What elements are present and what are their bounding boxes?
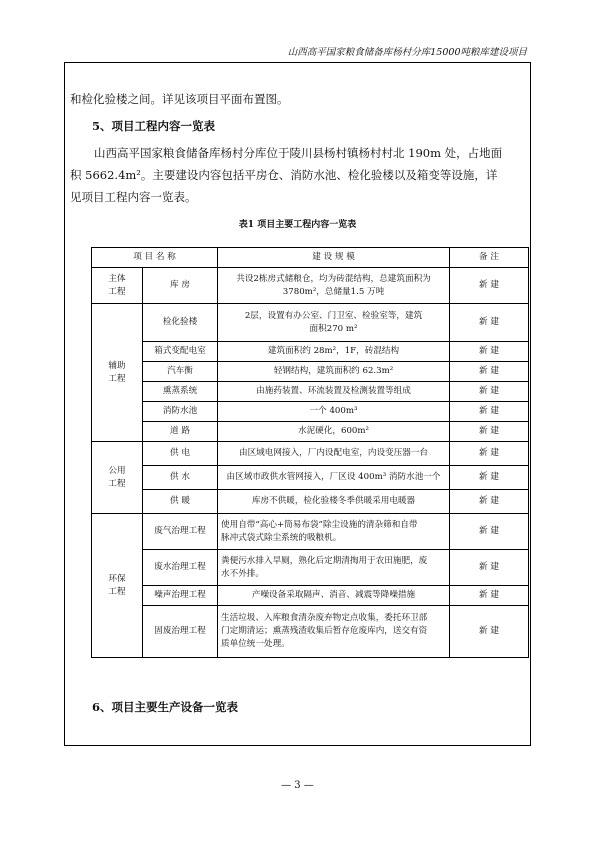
scale-cell: 由区域电网接入，厂内设配电室，内设变压器一台 <box>218 442 450 466</box>
note-cell: 新 建 <box>450 586 529 606</box>
note-cell: 新 建 <box>450 304 529 342</box>
scale-cell: 建筑面积约 28m²，1F，砖混结构 <box>218 342 450 362</box>
table-row <box>92 362 529 382</box>
scale-cell: 2层，设置有办公室、门卫室、检验室等，建筑 面积270 m² <box>218 304 450 342</box>
header-project-name: 项 目 名 称 <box>92 248 218 268</box>
scale-cell: 使用自带“高心+筒易布袋”除尘设施的清杂筛和自带 脉冲式袋式除尘系统的吸粮机。 <box>218 514 450 550</box>
table-row <box>92 466 529 490</box>
scale-cell: 共设2栋房式储粮仓，均为砖混结构，总建筑面积为 3780m²，总储量1.5 万吨 <box>218 268 450 304</box>
item-cell: 熏蒸系统 <box>143 382 218 402</box>
note-cell: 新 建 <box>450 342 529 362</box>
section5-para-line2: 积 5662.4m²。主要建设内容包括平房仓、消防水池、检化验楼以及箱变等设施，详 <box>70 168 498 182</box>
note-cell: 新 建 <box>450 550 529 586</box>
table-row <box>92 422 529 442</box>
table-row <box>92 490 529 514</box>
group-name-cell: 公用 工程 <box>92 442 143 514</box>
group-name-cell: 辅助 工程 <box>92 304 143 442</box>
table-caption: 表1 项目主要工程内容一览表 <box>238 220 357 230</box>
table-row <box>92 550 529 586</box>
group-name-cell: 主体 工程 <box>92 268 143 304</box>
scale-cell: 水泥硬化，600m² <box>218 422 450 442</box>
item-cell: 废水治理工程 <box>143 550 218 586</box>
note-cell: 新 建 <box>450 442 529 466</box>
table-row <box>92 606 529 658</box>
page-header-title: 山西高平国家粮食储备库杨村分库15000吨粮库建设项目 <box>287 47 527 58</box>
item-cell: 消防水池 <box>143 402 218 422</box>
scale-cell: 粪便污水排入旱厕，熟化后定期清掏用于农田施肥，废 水不外排。 <box>218 550 450 586</box>
header-note: 备 注 <box>450 248 529 268</box>
section5-heading: 5、项目工程内容一览表 <box>92 119 216 133</box>
note-cell: 新 建 <box>450 514 529 550</box>
item-cell: 检化验楼 <box>143 304 218 342</box>
note-cell: 新 建 <box>450 268 529 304</box>
note-cell: 新 建 <box>450 382 529 402</box>
item-cell: 供 暖 <box>143 490 218 514</box>
note-cell: 新 建 <box>450 606 529 658</box>
scale-cell: 库房不供暖，检化验楼冬季供暖采用电暖器 <box>218 490 450 514</box>
table-row <box>92 586 529 606</box>
intro-text: 和检化验楼之间。详见该项目平面布置图。 <box>70 92 289 106</box>
table-row <box>92 402 529 422</box>
group-name-cell: 环保 工程 <box>92 514 143 658</box>
section6-heading: 6、项目主要生产设备一览表 <box>92 700 239 714</box>
table-row <box>92 382 529 402</box>
item-cell: 废气治理工程 <box>143 514 218 550</box>
table-row <box>92 268 529 304</box>
scale-cell: 产噪设备采取隔声、消音、减震等降噪措施 <box>218 586 450 606</box>
item-cell: 供 电 <box>143 442 218 466</box>
note-cell: 新 建 <box>450 466 529 490</box>
item-cell: 噪声治理工程 <box>143 586 218 606</box>
note-cell: 新 建 <box>450 490 529 514</box>
note-cell: 新 建 <box>450 402 529 422</box>
item-cell: 库 房 <box>143 268 218 304</box>
note-cell: 新 建 <box>450 362 529 382</box>
item-cell: 道 路 <box>143 422 218 442</box>
scale-cell: 由区域市政供水管网接入，厂区设 400m³ 消防水池一个 <box>218 466 450 490</box>
header-scale: 建 设 规 模 <box>218 248 450 268</box>
item-cell: 供 水 <box>143 466 218 490</box>
scale-cell: 一个 400m³ <box>218 402 450 422</box>
section5-para-line1: 山西高平国家粮食储备库杨村分库位于陵川县杨村镇杨村村北 190m 处，占地面 <box>94 146 503 160</box>
project-content-table <box>91 247 529 658</box>
item-cell: 汽车衡 <box>143 362 218 382</box>
page-number: — 3 — <box>281 780 314 791</box>
scale-cell: 生活垃圾、入库粮食清杂废弃物定点收集，委托环卫部 门定期清运；熏蒸残渣收集后暂存危废库内，送交有资 质单位统一处理。 <box>218 606 450 658</box>
table-row <box>92 304 529 342</box>
table-row <box>92 514 529 550</box>
scale-cell: 由施药装置、环流装置及检测装置等组成 <box>218 382 450 402</box>
section5-para-line3: 见项目工程内容一览表。 <box>70 190 197 204</box>
table-row <box>92 342 529 362</box>
item-cell: 固废治理工程 <box>143 606 218 658</box>
scale-cell: 轻钢结构，建筑面积约 62.3m² <box>218 362 450 382</box>
note-cell: 新 建 <box>450 422 529 442</box>
table-row <box>92 442 529 466</box>
item-cell: 箱式变配电室 <box>143 342 218 362</box>
